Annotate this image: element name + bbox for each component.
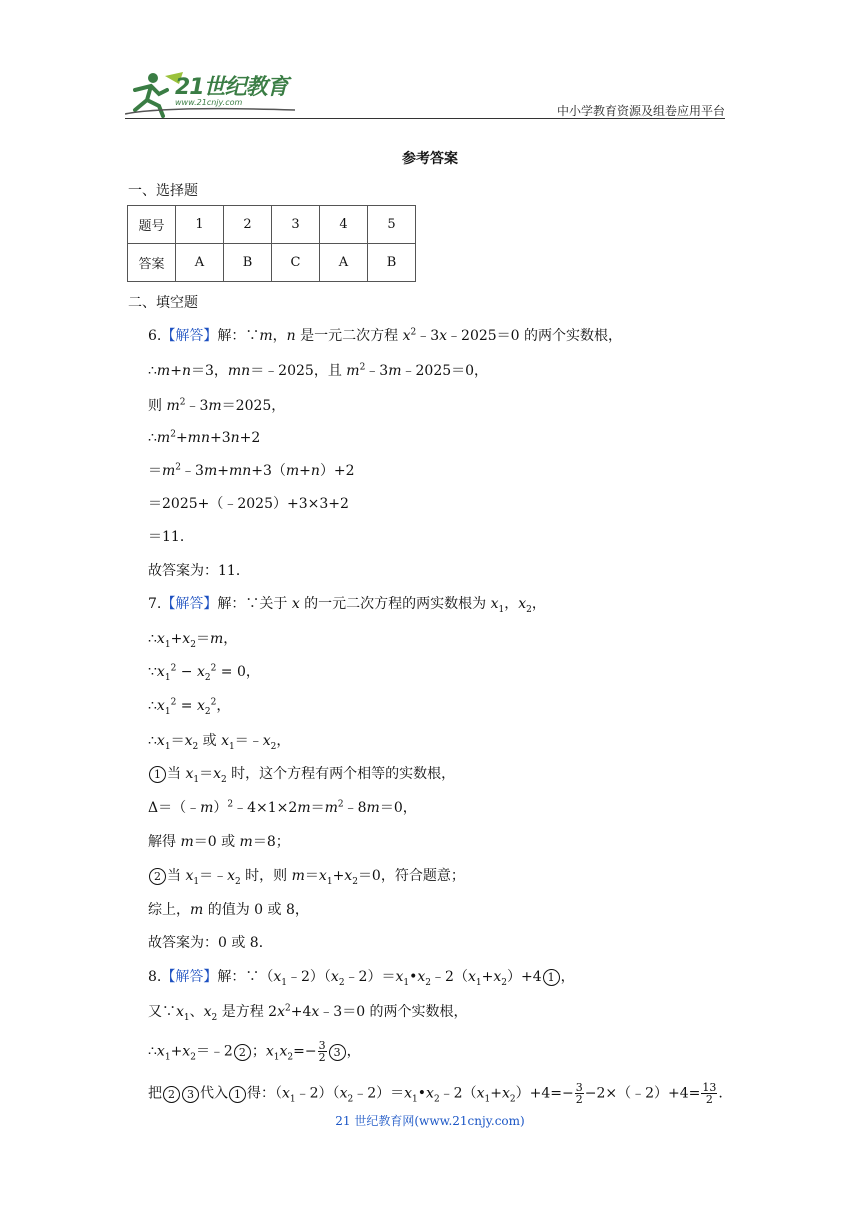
table-cell: C	[272, 244, 320, 282]
header-platform-text: 中小学教育资源及组卷应用平台	[556, 104, 725, 118]
answer-table	[127, 205, 416, 282]
logo-text: 21世纪教育	[175, 75, 288, 100]
table-cell: 1	[176, 206, 224, 244]
solution-line: $\therefore x_1=x_2$ 或 $x_1=﹣x_2$，	[148, 733, 291, 752]
solution-line: 综上，m 的值为 0 或 8，	[148, 902, 309, 918]
solution-line: $\therefore x_1^2 = x_2^2$，	[148, 697, 231, 717]
solution-line: $\therefore x_1+x_2=m$，	[148, 631, 238, 650]
solution-line: $\therefore m^2+mn+3n+2$	[148, 429, 261, 446]
solution-line: $\therefore x_1+x_2=﹣2$ 2 ；$x_1x_2=-$ $\frac{3}{2}$ 3 ，	[148, 1039, 361, 1064]
solution-line: 则 $m^2﹣3m=2025$，	[148, 397, 286, 414]
table-cell: A	[176, 244, 224, 282]
solution-line: 2 当 $x_1=﹣x_2$ 时，则 $m=x_1+x_2=0$，符合题意；	[148, 866, 465, 886]
table-cell: 答案	[128, 244, 176, 282]
solution-line: ＝11．	[148, 529, 194, 545]
table-cell: 2	[224, 206, 272, 244]
table-cell: 题号	[128, 206, 176, 244]
solution-line: 故答案为：0 或 8．	[148, 935, 273, 951]
page-title: 参考答案	[402, 151, 458, 167]
solution-line: 又$\because x_1$、$x_2$ 是方程 $2x^2+4x﹣3=0$ 的两个实数根，	[148, 1003, 468, 1023]
page-header	[125, 62, 725, 120]
table-cell: A	[320, 244, 368, 282]
page-footer: 21 世纪教育网(www.21cnjy.com)	[335, 1114, 525, 1128]
table-cell: 4	[320, 206, 368, 244]
solution-line: $\because x_1^2 - x_2^2 = 0$，	[148, 663, 260, 683]
section-choice-heading: 一、选择题	[128, 183, 198, 199]
table-cell: B	[224, 244, 272, 282]
table-row	[128, 244, 416, 282]
solution-line: 1 当 $x_1=x_2$ 时，这个方程有两个相等的实数根，	[148, 764, 455, 784]
solution-line: 解得 m＝0 或 m＝8；	[148, 834, 290, 850]
solution-line: 7.【解答】解：∵关于 x 的一元二次方程的两实数根为 $x_1$，$x_2$，	[148, 596, 546, 615]
table-cell: 3	[272, 206, 320, 244]
solution-line: 故答案为：11．	[148, 563, 250, 579]
solution-line: ＝2025+（﹣2025）+3×3+2	[148, 496, 349, 512]
table-row	[128, 206, 416, 244]
section-fill-heading: 二、填空题	[128, 295, 198, 311]
solution-line: 8.【解答】解：$\because(x_1﹣2)(x_2﹣2)=x_1•x_2﹣2(x_1+x_2)+4$ 1 ，	[148, 969, 575, 988]
solution-line: $\Delta=(﹣m)^2﹣4\times 1\times 2m=m^2﹣8m=0$，	[148, 799, 417, 816]
table-cell: 5	[368, 206, 416, 244]
table-cell: B	[368, 244, 416, 282]
solution-line: 6.【解答】解：∵m，n 是一元二次方程 $x^2﹣3x﹣2025=0$ 的两个实数根，	[148, 327, 623, 344]
header-divider	[125, 118, 725, 119]
solution-line: ∴m+n＝3，mn＝﹣2025，且 $m^2﹣3m﹣2025=0$，	[148, 362, 489, 379]
solution-line: 把 2 3 代入 1 得：$(x_1﹣2)(x_2﹣2)=x_1•x_2﹣2(x_1+x_2)+4=-$ $\frac{3}{2}$ −2×（﹣2）+4= $\frac{13}{2}$ .	[148, 1081, 723, 1106]
solution-line: $=m^2﹣3m+mn+3(m+n)+2$	[148, 462, 355, 479]
logo-url: www.21cnjy.com	[175, 98, 243, 107]
